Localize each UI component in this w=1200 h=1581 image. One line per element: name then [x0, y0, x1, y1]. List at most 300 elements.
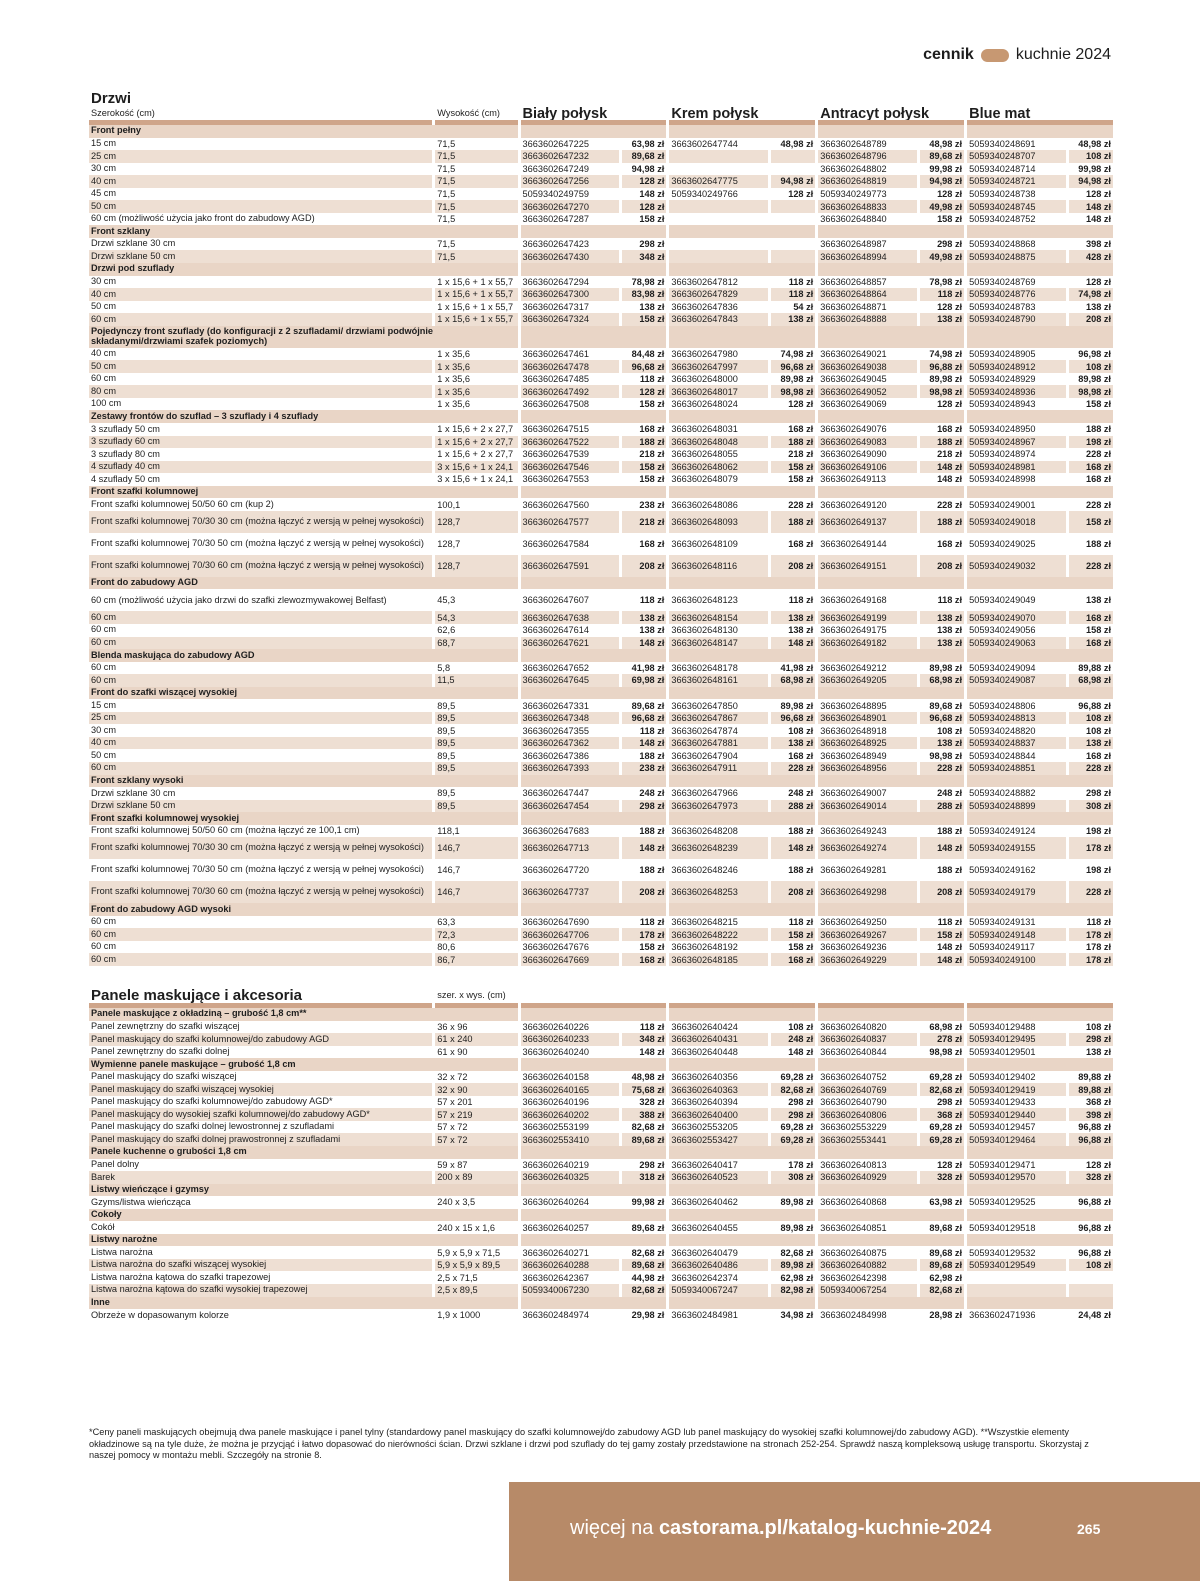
- table-row: [89, 1096, 1113, 1109]
- product-dimension: 1 x 15,6 + 1 x 55,7: [435, 313, 517, 326]
- product-code: 5059340248721: [967, 175, 1066, 188]
- product-code: 3663602648048: [669, 436, 768, 449]
- product-price: 89,68 zł: [622, 1259, 666, 1272]
- product-price: 188 zł: [788, 865, 814, 876]
- product-price: 308 zł: [771, 1171, 815, 1184]
- product-price: 96,98 zł: [1078, 349, 1111, 360]
- product-code: 3663602647249: [522, 163, 589, 174]
- product-dimension: 57 x 219: [435, 1108, 517, 1121]
- product-name: 60 cm: [89, 611, 432, 624]
- product-dimension: 2,5 x 71,5: [437, 1272, 478, 1283]
- product-price: 94,98 zł: [1069, 175, 1113, 188]
- product-dimension: 1 x 15,6 + 2 x 27,7: [437, 424, 514, 435]
- product-price: 69,28 zł: [920, 1133, 964, 1146]
- product-price: 96,88 zł: [1078, 1247, 1111, 1258]
- product-code: 3663602649168: [820, 595, 887, 606]
- product-code: 5059340249063: [967, 637, 1066, 650]
- product-code: 3663602553229: [820, 1122, 887, 1133]
- product-price: 178 zł: [622, 928, 666, 941]
- table-row: [89, 916, 1113, 929]
- product-price: 148 zł: [937, 942, 963, 953]
- product-code: 3663602648239: [669, 837, 768, 859]
- product-price: 69,28 zł: [929, 1071, 963, 1082]
- product-price: 188 zł: [771, 511, 815, 533]
- product-price: [771, 150, 815, 163]
- category-label: Cokoły: [89, 1209, 518, 1222]
- product-name: 3 szuflady 50 cm: [91, 423, 160, 434]
- product-price: 398 zł: [1069, 1108, 1113, 1121]
- product-name: 60 cm: [89, 313, 432, 326]
- product-code: 3663602647645: [521, 674, 620, 687]
- table-row: [89, 1246, 1113, 1259]
- product-price: 128 zł: [622, 175, 666, 188]
- table-row: [89, 1259, 1113, 1272]
- product-price: 168 zł: [1085, 474, 1111, 485]
- product-price: 128 zł: [937, 399, 963, 410]
- table-row: [89, 1171, 1113, 1184]
- product-price: 158 zł: [1069, 511, 1113, 533]
- panels-section-title: Panele maskujące i akcesoria: [91, 987, 302, 1003]
- category-label: Blenda maskująca do zabudowy AGD: [89, 649, 518, 662]
- product-price: 328 zł: [639, 1097, 665, 1108]
- product-name: 60 cm: [91, 624, 117, 635]
- product-price: 148 zł: [622, 837, 666, 859]
- product-dimension: 128,7: [437, 538, 461, 549]
- product-price: 128 zł: [1085, 189, 1111, 199]
- product-code: 3663602647829: [669, 288, 768, 301]
- product-price: 84,48 zł: [631, 349, 665, 360]
- category-row: [89, 1209, 1113, 1222]
- table-row: [89, 188, 1113, 201]
- product-dimension: 3 x 15,6 + 1 x 24,1: [437, 474, 514, 485]
- table-row: [89, 301, 1113, 314]
- product-name: 45 cm: [91, 188, 117, 199]
- product-code: 3663602648802: [820, 163, 887, 174]
- product-code: 5059340249131: [969, 917, 1036, 928]
- product-code: 3663602647461: [522, 349, 589, 360]
- product-code: 3663602647515: [522, 424, 589, 435]
- product-price: 128 zł: [788, 189, 814, 199]
- product-price: 118 zł: [639, 374, 665, 385]
- product-name: 60 cm (możliwość użycia jako drzwi do szafki zlewozmywakowej Belfast): [91, 594, 387, 605]
- product-code: 3663602648109: [671, 538, 738, 549]
- product-code: 3663602649205: [818, 674, 917, 687]
- category-label: Inne: [89, 1297, 518, 1310]
- table-row: [89, 611, 1113, 624]
- product-price: 368 zł: [920, 1108, 964, 1121]
- product-code: 5059340248899: [967, 800, 1066, 813]
- product-name: 80 cm: [89, 385, 432, 398]
- table-row: [89, 313, 1113, 326]
- product-dimension: 2,5 x 89,5: [435, 1284, 517, 1297]
- category-label: Zestawy frontów do szuflad – 3 szuflady i 4 szuflady: [89, 410, 518, 423]
- product-code: 3663602649021: [820, 349, 887, 360]
- product-name: Obrzeże w dopasowanym kolorze: [91, 1309, 229, 1320]
- product-code: 5059340129433: [969, 1097, 1036, 1108]
- product-dimension: 72,3: [435, 928, 517, 941]
- product-price: 228 zł: [1085, 499, 1111, 510]
- product-code: 3663602640882: [818, 1259, 917, 1272]
- product-price: 148 zł: [937, 474, 963, 485]
- category-label: Pojedynczy front szuflady (do konfiguracji z 2 szufladami/ drzwiami podwójnie składanymi/drzwiami szafek poziomych): [89, 326, 518, 348]
- product-dimension: 1 x 15,6 + 2 x 27,7: [437, 449, 514, 460]
- product-dimension: 89,5: [437, 750, 456, 761]
- product-price: 89,98 zł: [780, 374, 814, 385]
- product-price: 63,98 zł: [929, 1197, 963, 1208]
- category-label: Front szafki kolumnowej: [89, 486, 518, 499]
- product-price: 96,88 zł: [1078, 700, 1111, 711]
- product-code: 5059340129471: [969, 1159, 1036, 1170]
- product-price: 99,98 zł: [631, 1197, 665, 1208]
- panels-price-table: [86, 988, 1116, 1322]
- product-code: 3663602647539: [522, 449, 589, 460]
- product-name: 50 cm: [89, 200, 432, 213]
- product-price: 368 zł: [1085, 1097, 1111, 1108]
- category-label: Front pełny: [89, 125, 518, 138]
- product-name: Listwa narożna do szafki wiszącej wysokiej: [89, 1259, 432, 1272]
- product-code: 3663602640486: [669, 1259, 768, 1272]
- product-code: 3663602648130: [671, 625, 738, 636]
- product-price: 82,68 zł: [631, 1247, 665, 1258]
- product-code: 5059340248868: [969, 239, 1036, 250]
- product-price: 228 zł: [1085, 449, 1111, 460]
- product-price: 228 zł: [1069, 881, 1113, 903]
- product-price: 98,98 zł: [929, 750, 963, 761]
- product-code: 5059340248745: [967, 200, 1066, 213]
- product-code: 5059340248738: [969, 189, 1036, 199]
- product-price: 138 zł: [1085, 1046, 1111, 1057]
- product-code: 3663602649274: [818, 837, 917, 859]
- product-code: 3663602553441: [818, 1133, 917, 1146]
- product-code: 5059340249018: [967, 511, 1066, 533]
- table-row: [89, 1221, 1113, 1234]
- table-row: [89, 373, 1113, 386]
- product-price: 89,68 zł: [929, 700, 963, 711]
- product-code: 3663602648888: [818, 313, 917, 326]
- product-code: 3663602647393: [521, 762, 620, 775]
- product-price: 98,98 zł: [771, 385, 815, 398]
- product-name: 60 cm: [89, 928, 432, 941]
- product-code: 3663602648246: [671, 865, 738, 876]
- product-price: 158 zł: [1085, 625, 1111, 636]
- product-price: 118 zł: [788, 917, 814, 928]
- product-price: 94,98 zł: [920, 175, 964, 188]
- product-name: 40 cm: [89, 288, 432, 301]
- product-code: 5059340129419: [967, 1083, 1066, 1096]
- product-code: 3663602649120: [820, 499, 887, 510]
- table-row: [89, 953, 1113, 966]
- product-name: Panel maskujący do wysokiej szafki kolumnowej/do zabudowy AGD*: [89, 1108, 432, 1121]
- table-row: [89, 749, 1113, 762]
- product-code: 5059340248905: [969, 349, 1036, 360]
- product-price: 168 zł: [937, 538, 963, 549]
- product-code: 5059340067254: [818, 1284, 917, 1297]
- product-price: 34,98 zł: [780, 1310, 814, 1321]
- product-dimension: 71,5: [435, 250, 517, 263]
- product-price: 89,68 zł: [929, 1222, 963, 1233]
- product-price: 188 zł: [639, 865, 665, 876]
- product-code: 3663602640875: [820, 1247, 887, 1258]
- product-name: Front szafki kolumnowej 50/50 60 cm (można łączyć ze 100,1 cm): [91, 825, 360, 836]
- product-code: 3663602647331: [522, 700, 589, 711]
- table-row: [89, 1196, 1113, 1209]
- product-code: 3663602648055: [671, 449, 738, 460]
- product-price: 148 zł: [920, 461, 964, 474]
- category-row: [89, 577, 1113, 590]
- product-price: 118 zł: [639, 725, 665, 736]
- product-price: 118 zł: [788, 595, 814, 606]
- color-anthracite-gloss: Antracyt połysk: [820, 106, 930, 120]
- product-code: 5059340248691: [969, 138, 1036, 149]
- product-code: 5059340249049: [969, 595, 1036, 606]
- product-name: Listwa narożna: [91, 1246, 153, 1257]
- product-price: 198 zł: [1085, 825, 1111, 836]
- product-code: 5059340129402: [969, 1071, 1036, 1082]
- product-code: 3663602648192: [671, 942, 738, 953]
- product-code: 3663602648871: [820, 301, 887, 312]
- product-price: 108 zł: [1069, 712, 1113, 725]
- doors-section-title: Drzwi: [91, 91, 132, 106]
- product-code: 3663602649007: [820, 788, 887, 799]
- product-price: 118 zł: [937, 917, 963, 928]
- product-code: 3663602648154: [669, 611, 768, 624]
- product-code: 3663602649144: [820, 538, 887, 549]
- product-price: [771, 238, 815, 251]
- product-dimension: 61 x 240: [435, 1033, 517, 1046]
- product-code: 3663602553427: [669, 1133, 768, 1146]
- product-price: 138 zł: [937, 625, 963, 636]
- product-price: 128 zł: [1085, 276, 1111, 287]
- product-dimension: 71,5: [435, 175, 517, 188]
- product-price: 99,98 zł: [929, 163, 963, 174]
- product-code: 3663602647720: [522, 865, 589, 876]
- page-header: [923, 46, 1111, 64]
- product-price: 82,68 zł: [771, 1083, 815, 1096]
- product-price: 89,98 zł: [780, 1197, 814, 1208]
- product-code: [967, 1284, 1066, 1297]
- product-price: 96,68 zł: [771, 360, 815, 373]
- category-label: Front szklany: [89, 225, 518, 238]
- product-code: 3663602640806: [818, 1108, 917, 1121]
- product-price: 148 zł: [622, 737, 666, 750]
- footnote: *Ceny paneli maskujących obejmują dwa panele maskujące i panel tylny (standardowy panel maskujący do szafki kolumnowej/do zabudowy AGD lub panel maskujący do wysokiej szafki kolumnowej/do zabudowy AGD). **Wszystkie elementy okładzinowe są na tyle duże, że można je przycjąć i łatwo dopasować do nierówności ścian. Drzwi szklane i drzwi pod szuflady do tej gamy zostały przedstawione na stronach 252-254. Sprawdź naszą kompleksową usługę transportu. Skorzystaj z naszej pomocy w montażu mebli. Szczegóły na stronie 8.: [89, 1427, 1089, 1460]
- category-row: [89, 775, 1113, 788]
- product-price: 82,68 zł: [631, 1122, 665, 1133]
- product-code: 3663602647386: [522, 750, 589, 761]
- doors-width-label: Szerokość (cm): [91, 108, 155, 118]
- product-price: 89,98 zł: [771, 1259, 815, 1272]
- product-code: 3663602640820: [820, 1021, 887, 1032]
- catalog-link[interactable]: więcej na castorama.pl/katalog-kuchnie-2024: [570, 1517, 992, 1539]
- product-price: 178 zł: [788, 1159, 814, 1170]
- product-code: 3663602648185: [669, 953, 768, 966]
- product-code: 3663602647522: [521, 436, 620, 449]
- product-price: 96,88 zł: [920, 360, 964, 373]
- product-price: 82,68 zł: [920, 1284, 964, 1297]
- table-row: [89, 941, 1113, 954]
- product-price: 24,48 zł: [1078, 1310, 1111, 1321]
- table-row: [89, 511, 1113, 533]
- product-price: 108 zł: [1085, 725, 1111, 736]
- product-price: 218 zł: [788, 449, 814, 460]
- product-code: 3663602647232: [521, 150, 620, 163]
- product-name: Front szafki kolumnowej 70/30 30 cm (można łączyć z wersją w pełnej wysokości): [89, 837, 432, 859]
- product-name: 40 cm: [91, 348, 117, 359]
- product-price: 89,88 zł: [1078, 1071, 1111, 1082]
- product-name: Front szafki kolumnowej 70/30 60 cm (można łączyć z wersją w pełnej wysokości): [89, 881, 432, 903]
- product-code: 5059340248837: [967, 737, 1066, 750]
- product-code: 3663602640394: [671, 1097, 738, 1108]
- product-dimension: 1 x 35,6: [435, 385, 517, 398]
- table-row: [89, 498, 1113, 511]
- product-code: 5059340129495: [967, 1033, 1066, 1046]
- product-code: 3663602649045: [820, 374, 887, 385]
- product-name: 25 cm: [89, 712, 432, 725]
- product-price: 278 zł: [920, 1033, 964, 1046]
- product-price: 68,98 zł: [1069, 674, 1113, 687]
- product-code: 3663602649175: [820, 625, 887, 636]
- product-dimension: 100,1: [437, 499, 461, 510]
- product-price: 348 zł: [622, 250, 666, 263]
- product-price: 63,98 zł: [631, 138, 665, 149]
- product-code: 3663602640769: [818, 1083, 917, 1096]
- table-row: [89, 737, 1113, 750]
- product-code: 3663602647683: [522, 825, 589, 836]
- product-dimension: 1 x 15,6 + 1 x 55,7: [435, 288, 517, 301]
- product-name: Panel maskujący do szafki wiszącej: [91, 1071, 237, 1082]
- product-price: 198 zł: [1069, 436, 1113, 449]
- product-dimension: 1 x 35,6: [435, 360, 517, 373]
- category-row: [89, 812, 1113, 825]
- product-price: 118 zł: [639, 595, 665, 606]
- product-dimension: 89,5: [437, 788, 456, 799]
- product-code: 5059340248752: [969, 214, 1036, 225]
- product-name: Panel maskujący do szafki kolumnowej/do zabudowy AGD: [89, 1033, 432, 1046]
- product-code: 3663602642367: [522, 1272, 589, 1283]
- product-code: 3663602647966: [671, 788, 738, 799]
- product-code: 3663602640837: [818, 1033, 917, 1046]
- product-dimension: 61 x 90: [437, 1046, 468, 1057]
- doors-rows: [89, 125, 1113, 966]
- product-price: 118 zł: [788, 276, 814, 287]
- product-price: 148 zł: [1069, 200, 1113, 213]
- product-code: 3663602648079: [671, 474, 738, 485]
- product-code: 3663602647553: [522, 474, 589, 485]
- product-name: Barek: [89, 1171, 432, 1184]
- product-code: 3663602640271: [522, 1247, 589, 1258]
- product-dimension: 71,5: [437, 163, 456, 174]
- product-price: 188 zł: [622, 436, 666, 449]
- color-blue-matt: Blue mat: [969, 106, 1031, 120]
- product-code: 3663602647690: [522, 917, 589, 928]
- product-code: 3663602649069: [820, 399, 887, 410]
- product-dimension: 128,7: [435, 511, 517, 533]
- product-code: [669, 238, 768, 251]
- product-code: 3663602647911: [669, 762, 768, 775]
- product-code: 3663602647287: [522, 214, 589, 225]
- product-code: 3663602649083: [818, 436, 917, 449]
- product-code: 5059340129488: [969, 1021, 1036, 1032]
- table-row: [89, 200, 1113, 213]
- table-row: [89, 1021, 1113, 1034]
- product-code: 5059340249155: [967, 837, 1066, 859]
- product-code: 3663602642374: [671, 1272, 738, 1283]
- product-dimension: 89,5: [437, 700, 456, 711]
- product-code: 5059340248783: [969, 301, 1036, 312]
- product-code: 3663602648901: [818, 712, 917, 725]
- product-dimension: 118,1: [437, 825, 460, 836]
- product-price: 82,68 zł: [920, 1083, 964, 1096]
- product-code: 3663602648956: [818, 762, 917, 775]
- product-name: Drzwi szklane 30 cm: [91, 238, 176, 249]
- product-price: 108 zł: [937, 725, 963, 736]
- product-dimension: 1 x 15,6 + 2 x 27,7: [435, 436, 517, 449]
- product-dimension: 1 x 35,6: [437, 349, 470, 360]
- product-name: 60 cm: [91, 916, 117, 927]
- product-code: 3663602647324: [521, 313, 620, 326]
- product-dimension: 57 x 72: [437, 1122, 468, 1133]
- product-code: 5059340249025: [969, 538, 1036, 549]
- product-price: 168 zł: [937, 424, 963, 435]
- product-code: 3663602640288: [521, 1259, 620, 1272]
- product-price: 108 zł: [1069, 1259, 1113, 1272]
- product-price: 148 zł: [771, 637, 815, 650]
- product-price: 398 zł: [1085, 239, 1111, 250]
- product-price: [1069, 1284, 1113, 1297]
- header-brand: cennik: [923, 46, 974, 63]
- product-price: 298 zł: [639, 1159, 665, 1170]
- product-price: 118 zł: [937, 595, 963, 606]
- product-code: 3663602640219: [522, 1159, 589, 1170]
- color-cream-gloss: Krem połysk: [671, 106, 759, 120]
- table-row: [89, 448, 1113, 461]
- product-code: 5059340248943: [969, 399, 1036, 410]
- product-name: Drzwi szklane 30 cm: [91, 787, 176, 798]
- product-code: 3663602649090: [820, 449, 887, 460]
- product-price: 89,98 zł: [1078, 374, 1111, 385]
- product-dimension: 54,3: [435, 611, 517, 624]
- table-row: [89, 276, 1113, 289]
- product-code: 3663602647591: [521, 555, 620, 577]
- table-row: [89, 423, 1113, 436]
- product-price: 218 zł: [937, 449, 963, 460]
- product-price: 108 zł: [1069, 150, 1113, 163]
- product-price: 138 zł: [920, 637, 964, 650]
- product-price: 62,98 zł: [929, 1272, 963, 1283]
- product-code: 3663602648116: [669, 555, 768, 577]
- table-row: [89, 1271, 1113, 1284]
- product-price: 138 zł: [920, 737, 964, 750]
- product-name: 3 szuflady 60 cm: [89, 436, 432, 449]
- product-dimension: 128,7: [435, 555, 517, 577]
- product-price: 138 zł: [771, 611, 815, 624]
- table-row: [89, 1133, 1113, 1146]
- product-price: 208 zł: [920, 881, 964, 903]
- product-code: 3663602647478: [521, 360, 620, 373]
- product-code: 5059340248882: [969, 788, 1036, 799]
- product-price: 69,28 zł: [929, 1122, 963, 1133]
- product-price: 69,28 zł: [780, 1071, 814, 1082]
- table-row: [89, 360, 1113, 373]
- doors-height-label: Wysokość (cm): [437, 108, 500, 118]
- product-code: 3663602649076: [820, 424, 887, 435]
- product-code: 5059340129440: [967, 1108, 1066, 1121]
- product-name: 50 cm: [91, 749, 117, 760]
- product-code: 5059340248813: [967, 712, 1066, 725]
- product-price: 148 zł: [1085, 214, 1111, 225]
- product-code: 3663602648895: [820, 700, 887, 711]
- product-price: 248 zł: [937, 788, 963, 799]
